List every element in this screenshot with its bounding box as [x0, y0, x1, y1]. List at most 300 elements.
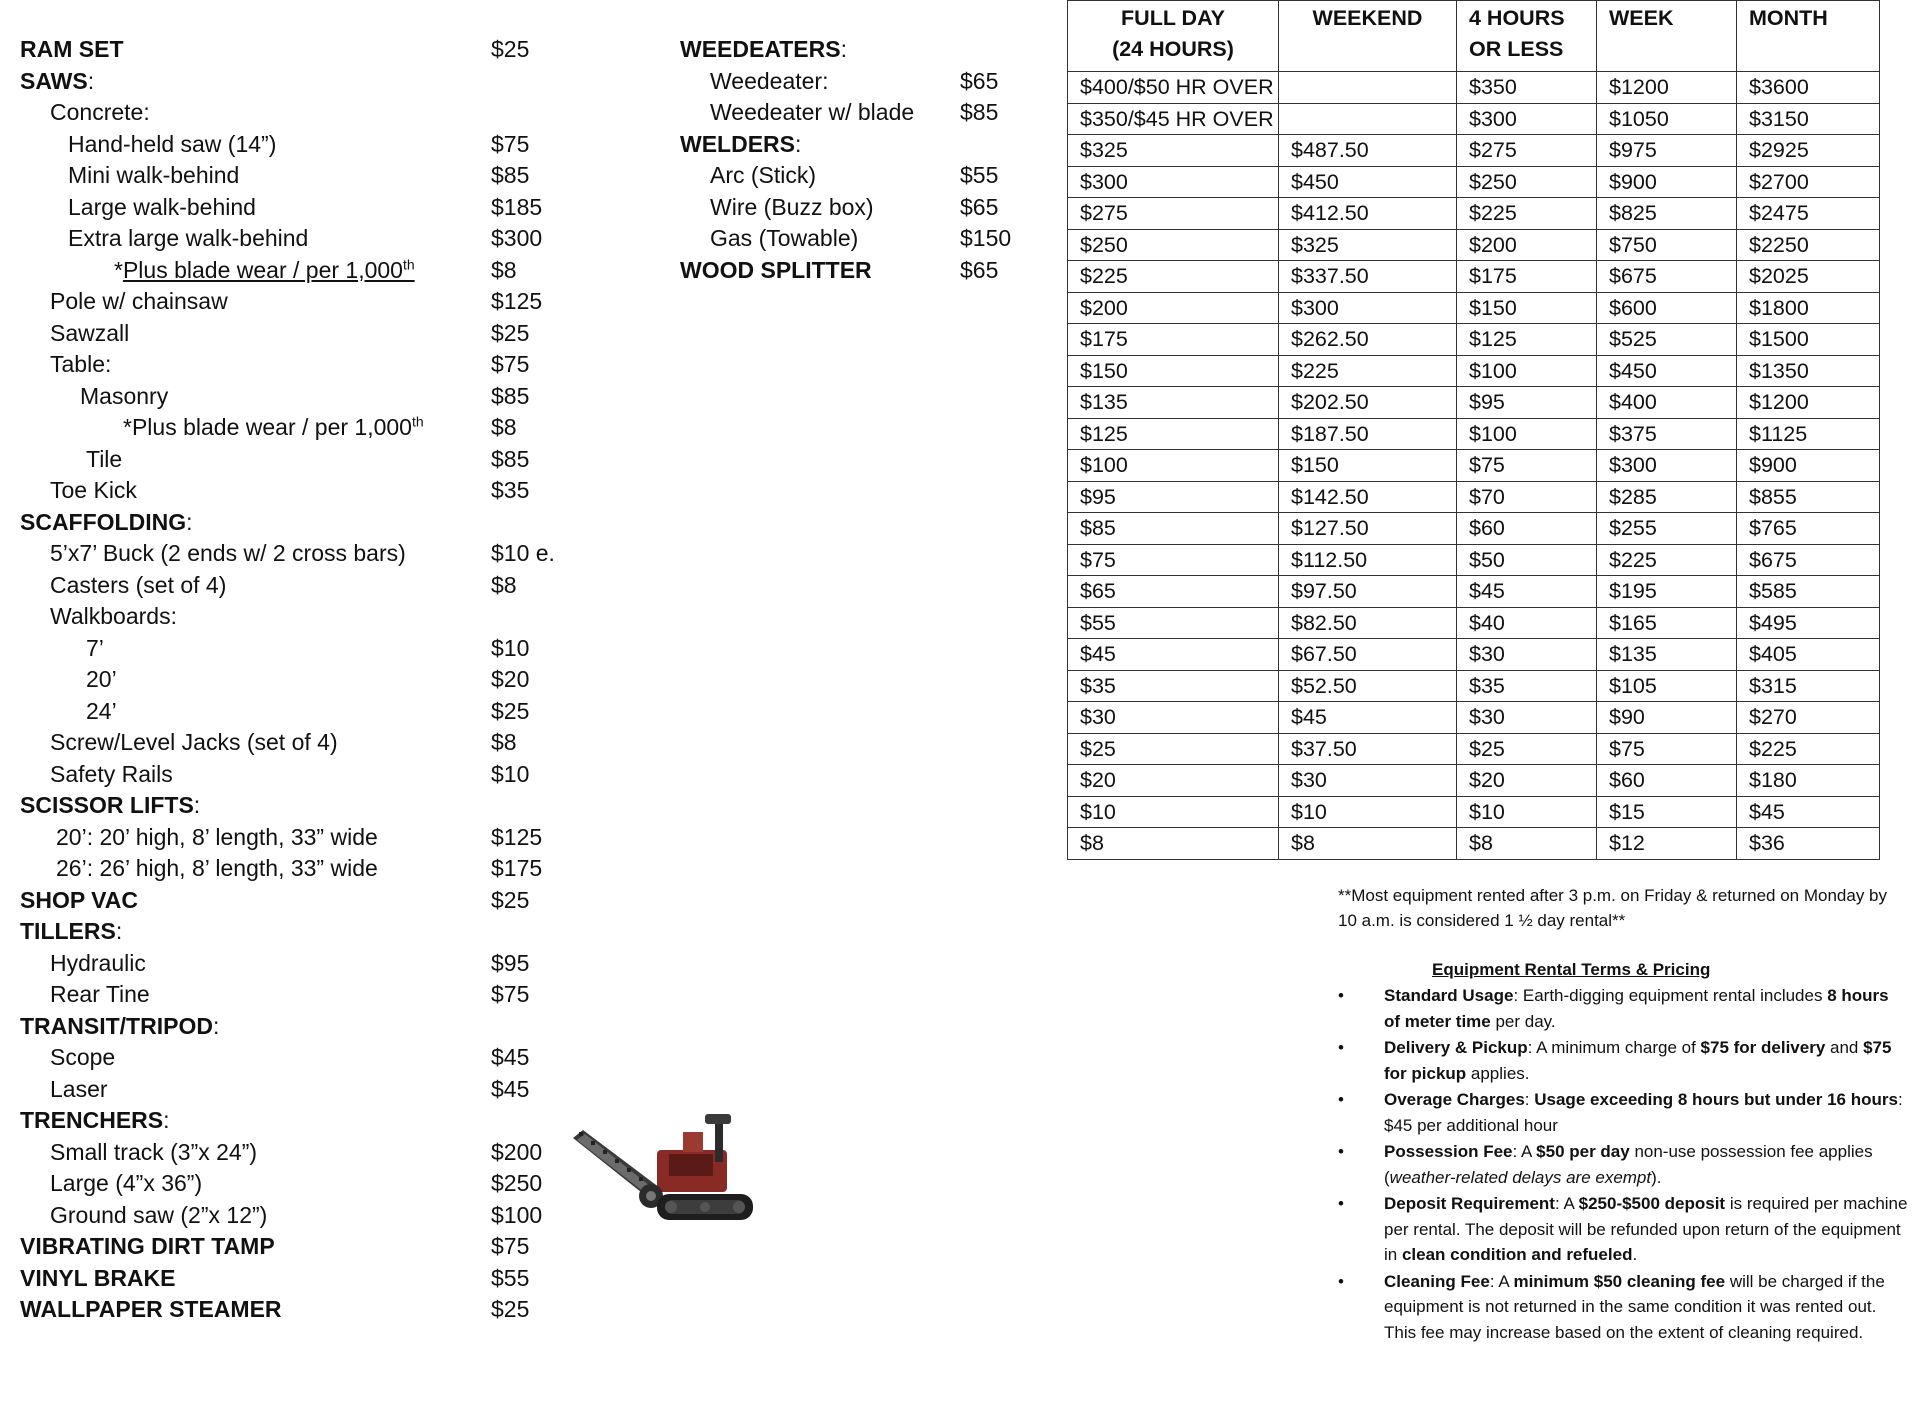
table-cell: $125 [1457, 324, 1597, 356]
table-cell: $600 [1597, 292, 1737, 324]
item-label: RAM SET [20, 36, 124, 62]
table-cell: $300 [1279, 292, 1457, 324]
table-row [1068, 702, 1880, 734]
table-cell: $150 [1457, 292, 1597, 324]
item-price: $185 [491, 193, 543, 220]
item-label: SAWS: [20, 67, 95, 94]
item-price: $75 [491, 351, 530, 377]
table-row [1068, 72, 1880, 104]
item-label: Weedeater w/ blade [710, 99, 915, 125]
table-cell: $55 [1068, 607, 1279, 639]
table-cell: $45 [1068, 639, 1279, 671]
list-item [20, 286, 620, 318]
list-item [20, 129, 620, 161]
list-item [20, 444, 620, 476]
table-cell: $855 [1737, 481, 1880, 513]
table-row [1068, 639, 1880, 671]
table-cell: $3150 [1737, 103, 1880, 135]
item-label: WELDERS: [680, 130, 802, 157]
rate-table [1067, 0, 1880, 860]
item-label: VIBRATING DIRT TAMP [20, 1233, 275, 1259]
item-price: $8 [491, 256, 517, 283]
item-price: $10 e. [491, 540, 555, 566]
list-item [20, 759, 620, 791]
table-cell: $675 [1597, 261, 1737, 293]
table-row [1068, 765, 1880, 797]
list-item [20, 1011, 620, 1043]
table-cell: $50 [1457, 544, 1597, 576]
table-row [1068, 355, 1880, 387]
table-cell: $2250 [1737, 229, 1880, 261]
item-label: TRANSIT/TRIPOD: [20, 1012, 220, 1039]
table-cell: $65 [1068, 576, 1279, 608]
table-cell: $315 [1737, 670, 1880, 702]
list-item [20, 507, 620, 539]
table-cell: $195 [1597, 576, 1737, 608]
item-price: $25 [491, 886, 530, 913]
table-row [1068, 103, 1880, 135]
table-cell: $585 [1737, 576, 1880, 608]
item-label: Hand-held saw (14”) [68, 130, 277, 157]
table-cell: $85 [1068, 513, 1279, 545]
table-cell: $400/$50 HR OVER [1068, 72, 1279, 104]
item-label: 7’ [86, 634, 104, 661]
table-cell: $450 [1279, 166, 1457, 198]
table-cell: $225 [1068, 261, 1279, 293]
table-cell: $100 [1068, 450, 1279, 482]
table-cell: $180 [1737, 765, 1880, 797]
item-label: Pole w/ chainsaw [50, 288, 228, 314]
table-row [1068, 481, 1880, 513]
table-row [1068, 733, 1880, 765]
table-cell: $375 [1597, 418, 1737, 450]
item-price: $100 [491, 1201, 543, 1228]
item-label: Weedeater: [710, 67, 829, 94]
item-price: $85 [491, 162, 530, 188]
table-cell: $225 [1457, 198, 1597, 230]
table-cell: $525 [1597, 324, 1737, 356]
table-cell: $165 [1597, 607, 1737, 639]
item-label: *Plus blade wear / per 1,000th [123, 413, 424, 440]
table-cell: $975 [1597, 135, 1737, 167]
item-label: Table: [50, 351, 112, 377]
list-item [20, 790, 620, 822]
item-label: Large (4”x 36”) [50, 1170, 203, 1196]
list-item [20, 1231, 620, 1263]
bullet-icon: • [1338, 1194, 1344, 1213]
table-cell: $82.50 [1279, 607, 1457, 639]
table-cell: $225 [1597, 544, 1737, 576]
table-cell: $70 [1457, 481, 1597, 513]
list-item [20, 538, 620, 570]
item-label: Toe Kick [50, 477, 137, 503]
table-cell: $150 [1279, 450, 1457, 482]
list-item [20, 979, 620, 1011]
table-cell: $125 [1068, 418, 1279, 450]
item-price: $250 [491, 1170, 543, 1196]
bullet-icon: • [1338, 1142, 1344, 1161]
table-cell: $285 [1597, 481, 1737, 513]
item-label: Safety Rails [50, 760, 173, 787]
table-cell: $750 [1597, 229, 1737, 261]
table-cell: $20 [1457, 765, 1597, 797]
list-item [20, 318, 620, 350]
table-cell: $12 [1597, 828, 1737, 860]
table-row [1068, 292, 1880, 324]
list-item [20, 97, 620, 129]
list-item [20, 727, 620, 759]
column-header: FULL DAY (24 HOURS) [1068, 1, 1279, 72]
item-label: Scope [50, 1044, 116, 1070]
table-cell: $300 [1068, 166, 1279, 198]
table-cell [1279, 103, 1457, 135]
item-price: $75 [491, 981, 530, 1007]
item-label: WEEDEATERS: [680, 36, 847, 62]
item-label: 26’: 26’ high, 8’ length, 33” wide [56, 855, 378, 881]
list-item [20, 223, 620, 255]
table-cell: $30 [1457, 639, 1597, 671]
table-cell: $412.50 [1279, 198, 1457, 230]
list-item [20, 1105, 620, 1137]
item-label: Small track (3”x 24”) [50, 1138, 258, 1165]
table-cell: $10 [1068, 796, 1279, 828]
equipment-list-middle [680, 34, 1040, 286]
item-label: 5’x7’ Buck (2 ends w/ 2 cross bars) [50, 540, 406, 566]
term-item: • Deposit Requirement: A $250-$500 deposit is required per machine per rental. The deposit will be refunded upon return of the equipment in clean condition and refueled. [1338, 1191, 1908, 1268]
item-label: Concrete: [50, 99, 150, 125]
table-cell: $1125 [1737, 418, 1880, 450]
list-item [20, 1168, 620, 1200]
table-cell: $10 [1279, 796, 1457, 828]
list-item [20, 696, 620, 728]
table-cell: $75 [1597, 733, 1737, 765]
list-item [20, 66, 620, 98]
item-price: $175 [491, 855, 543, 881]
item-label: Mini walk-behind [68, 162, 240, 188]
table-cell: $8 [1279, 828, 1457, 860]
list-item [20, 475, 620, 507]
item-label: 20’: 20’ high, 8’ length, 33” wide [56, 823, 378, 850]
item-label: Laser [50, 1075, 108, 1102]
table-cell: $30 [1457, 702, 1597, 734]
table-cell: $337.50 [1279, 261, 1457, 293]
table-cell: $67.50 [1279, 639, 1457, 671]
list-item [20, 34, 620, 66]
bullet-icon: • [1338, 986, 1344, 1005]
bullet-icon: • [1338, 1038, 1344, 1057]
item-price: $25 [491, 36, 530, 62]
table-cell: $2025 [1737, 261, 1880, 293]
table-cell: $175 [1068, 324, 1279, 356]
table-cell: $1350 [1737, 355, 1880, 387]
table-row [1068, 607, 1880, 639]
list-item [20, 948, 620, 980]
column-header: 4 HOURS OR LESS [1457, 1, 1597, 72]
table-cell: $250 [1457, 166, 1597, 198]
item-label: Sawzall [50, 319, 130, 346]
list-item [680, 129, 1040, 161]
table-cell: $275 [1457, 135, 1597, 167]
table-cell: $35 [1457, 670, 1597, 702]
table-row [1068, 828, 1880, 860]
table-cell: $150 [1068, 355, 1279, 387]
item-label: SHOP VAC [20, 886, 139, 913]
table-cell: $495 [1737, 607, 1880, 639]
list-item [20, 1042, 620, 1074]
item-label: Hydraulic [50, 949, 146, 976]
item-label: WALLPAPER STEAMER [20, 1296, 282, 1322]
table-cell: $135 [1068, 387, 1279, 419]
item-price: $45 [491, 1044, 530, 1070]
table-cell: $40 [1457, 607, 1597, 639]
table-cell: $35 [1068, 670, 1279, 702]
item-price: $25 [491, 697, 530, 724]
list-item [20, 1074, 620, 1106]
item-label: Large walk-behind [68, 193, 256, 220]
list-item [20, 1263, 620, 1295]
table-cell: $250 [1068, 229, 1279, 261]
table-cell: $112.50 [1279, 544, 1457, 576]
table-cell: $45 [1279, 702, 1457, 734]
list-item [20, 255, 620, 287]
table-row [1068, 576, 1880, 608]
table-cell: $135 [1597, 639, 1737, 671]
trencher-machine-image [565, 1110, 765, 1245]
table-cell: $75 [1457, 450, 1597, 482]
table-cell: $90 [1597, 702, 1737, 734]
item-label: Ground saw (2”x 12”) [50, 1201, 268, 1228]
table-cell: $60 [1597, 765, 1737, 797]
table-cell: $825 [1597, 198, 1737, 230]
list-item [20, 601, 620, 633]
item-price: $35 [491, 477, 530, 503]
item-label: SCAFFOLDING: [20, 508, 193, 535]
table-cell: $8 [1457, 828, 1597, 860]
table-cell: $255 [1597, 513, 1737, 545]
table-cell: $45 [1457, 576, 1597, 608]
item-label: Extra large walk-behind [68, 225, 309, 251]
item-price: $150 [960, 225, 1012, 251]
table-cell: $36 [1737, 828, 1880, 860]
table-row [1068, 796, 1880, 828]
item-price: $85 [491, 445, 530, 472]
item-label: Screw/Level Jacks (set of 4) [50, 729, 338, 755]
item-price: $85 [491, 382, 530, 409]
item-price: $125 [491, 823, 543, 850]
table-cell: $1500 [1737, 324, 1880, 356]
table-row [1068, 670, 1880, 702]
list-item [20, 192, 620, 224]
table-row [1068, 166, 1880, 198]
table-cell: $675 [1737, 544, 1880, 576]
table-cell: $350 [1457, 72, 1597, 104]
item-label: TRENCHERS: [20, 1107, 170, 1133]
item-label: Tile [86, 445, 123, 472]
item-price: $8 [491, 571, 517, 598]
item-price: $45 [491, 1075, 530, 1102]
table-row [1068, 261, 1880, 293]
item-price: $85 [960, 99, 999, 125]
terms-list [1338, 983, 1908, 1346]
table-cell: $3600 [1737, 72, 1880, 104]
column-header: MONTH [1737, 1, 1880, 72]
item-price: $125 [491, 288, 543, 314]
table-cell: $30 [1279, 765, 1457, 797]
table-cell: $900 [1737, 450, 1880, 482]
item-price: $10 [491, 634, 530, 661]
table-cell: $300 [1457, 103, 1597, 135]
item-price: $75 [491, 130, 530, 157]
item-label: Gas (Towable) [710, 225, 859, 251]
item-label: WOOD SPLITTER [680, 256, 872, 283]
term-item: • Standard Usage: Earth-digging equipment rental includes 8 hours of meter time per day. [1338, 983, 1908, 1034]
table-cell: $8 [1068, 828, 1279, 860]
table-cell: $37.50 [1279, 733, 1457, 765]
item-label: Arc (Stick) [710, 162, 817, 188]
table-cell: $900 [1597, 166, 1737, 198]
item-label: 24’ [86, 697, 117, 724]
table-cell: $1050 [1597, 103, 1737, 135]
item-price: $55 [491, 1264, 530, 1291]
list-item [20, 412, 620, 444]
term-item: • Cleaning Fee: A minimum $50 cleaning fee will be charged if the equipment is not returned in the same condition it was rented out. This fee may increase based on the extent of cleaning required. [1338, 1269, 1908, 1346]
table-cell: $450 [1597, 355, 1737, 387]
item-label: Masonry [80, 382, 169, 409]
item-label: 20’ [86, 666, 117, 692]
list-item [20, 633, 620, 665]
table-row [1068, 135, 1880, 167]
item-price: $25 [491, 319, 530, 346]
list-item [20, 664, 620, 696]
term-item: • Delivery & Pickup: A minimum charge of $75 for delivery and $75 for pickup applies. [1338, 1035, 1908, 1086]
list-item [680, 66, 1040, 98]
table-cell: $487.50 [1279, 135, 1457, 167]
table-cell: $97.50 [1279, 576, 1457, 608]
table-cell: $20 [1068, 765, 1279, 797]
list-item [20, 1294, 620, 1326]
table-row [1068, 418, 1880, 450]
item-price: $25 [491, 1296, 530, 1322]
table-cell: $765 [1737, 513, 1880, 545]
table-cell: $225 [1737, 733, 1880, 765]
list-item [680, 223, 1040, 255]
item-price: $65 [960, 256, 999, 283]
item-price: $200 [491, 1138, 543, 1165]
trencher-body [639, 1114, 731, 1208]
item-price: $55 [960, 162, 999, 188]
rental-note: **Most equipment rented after 3 p.m. on Friday & returned on Monday by 10 a.m. is considered 1 ½ day rental** [1338, 886, 1888, 930]
table-row [1068, 450, 1880, 482]
table-cell: $1200 [1737, 387, 1880, 419]
table-cell: $2475 [1737, 198, 1880, 230]
list-item [20, 570, 620, 602]
table-cell: $187.50 [1279, 418, 1457, 450]
column-header: WEEKEND [1279, 1, 1457, 72]
list-item [20, 822, 620, 854]
bullet-icon: • [1338, 1271, 1344, 1291]
list-item [20, 1200, 620, 1232]
table-cell: $325 [1068, 135, 1279, 167]
list-item [20, 381, 620, 413]
list-item [680, 160, 1040, 192]
table-cell: $2700 [1737, 166, 1880, 198]
table-cell: $300 [1597, 450, 1737, 482]
item-label: VINYL BRAKE [20, 1264, 176, 1291]
table-cell: $275 [1068, 198, 1279, 230]
table-cell: $105 [1597, 670, 1737, 702]
column-header: WEEK [1597, 1, 1737, 72]
table-cell: $2925 [1737, 135, 1880, 167]
table-cell: $175 [1457, 261, 1597, 293]
table-cell: $270 [1737, 702, 1880, 734]
term-item: • Possession Fee: A $50 per day non-use possession fee applies (weather-related delays are exempt). [1338, 1139, 1908, 1190]
table-cell: $405 [1737, 639, 1880, 671]
list-item [680, 97, 1040, 129]
table-cell: $400 [1597, 387, 1737, 419]
item-price: $95 [491, 949, 530, 976]
item-price: $300 [491, 225, 543, 251]
item-price: $20 [491, 666, 530, 692]
table-cell: $350/$45 HR OVER [1068, 103, 1279, 135]
table-cell: $200 [1457, 229, 1597, 261]
table-cell: $262.50 [1279, 324, 1457, 356]
item-price: $75 [491, 1233, 530, 1259]
table-cell [1279, 72, 1457, 104]
table-cell: $1200 [1597, 72, 1737, 104]
list-item [20, 349, 620, 381]
trencher-track [657, 1194, 753, 1220]
item-label: Walkboards: [50, 603, 177, 629]
equipment-list-left [20, 34, 620, 1326]
list-item [680, 192, 1040, 224]
table-row [1068, 544, 1880, 576]
list-item [20, 853, 620, 885]
table-cell: $75 [1068, 544, 1279, 576]
table-cell: $95 [1457, 387, 1597, 419]
table-cell: $25 [1457, 733, 1597, 765]
item-label: Wire (Buzz box) [710, 193, 874, 220]
table-cell: $127.50 [1279, 513, 1457, 545]
table-cell: $52.50 [1279, 670, 1457, 702]
table-cell: $142.50 [1279, 481, 1457, 513]
table-cell: $60 [1457, 513, 1597, 545]
table-row [1068, 198, 1880, 230]
list-item [20, 1137, 620, 1169]
table-cell: $30 [1068, 702, 1279, 734]
item-price: $8 [491, 414, 517, 440]
item-price: $10 [491, 760, 530, 787]
table-row [1068, 324, 1880, 356]
list-item [20, 916, 620, 948]
table-cell: $325 [1279, 229, 1457, 261]
table-row [1068, 387, 1880, 419]
list-item [20, 885, 620, 917]
table-cell: $95 [1068, 481, 1279, 513]
table-cell: $45 [1737, 796, 1880, 828]
table-cell: $1800 [1737, 292, 1880, 324]
table-cell: $15 [1597, 796, 1737, 828]
table-cell: $200 [1068, 292, 1279, 324]
list-item [20, 160, 620, 192]
list-item [680, 255, 1040, 287]
terms-title: Equipment Rental Terms & Pricing [1432, 960, 1711, 979]
item-label: Casters (set of 4) [50, 571, 227, 598]
table-cell: $100 [1457, 418, 1597, 450]
table-cell: $10 [1457, 796, 1597, 828]
table-row [1068, 229, 1880, 261]
item-label: TILLERS: [20, 918, 123, 944]
table-cell: $202.50 [1279, 387, 1457, 419]
